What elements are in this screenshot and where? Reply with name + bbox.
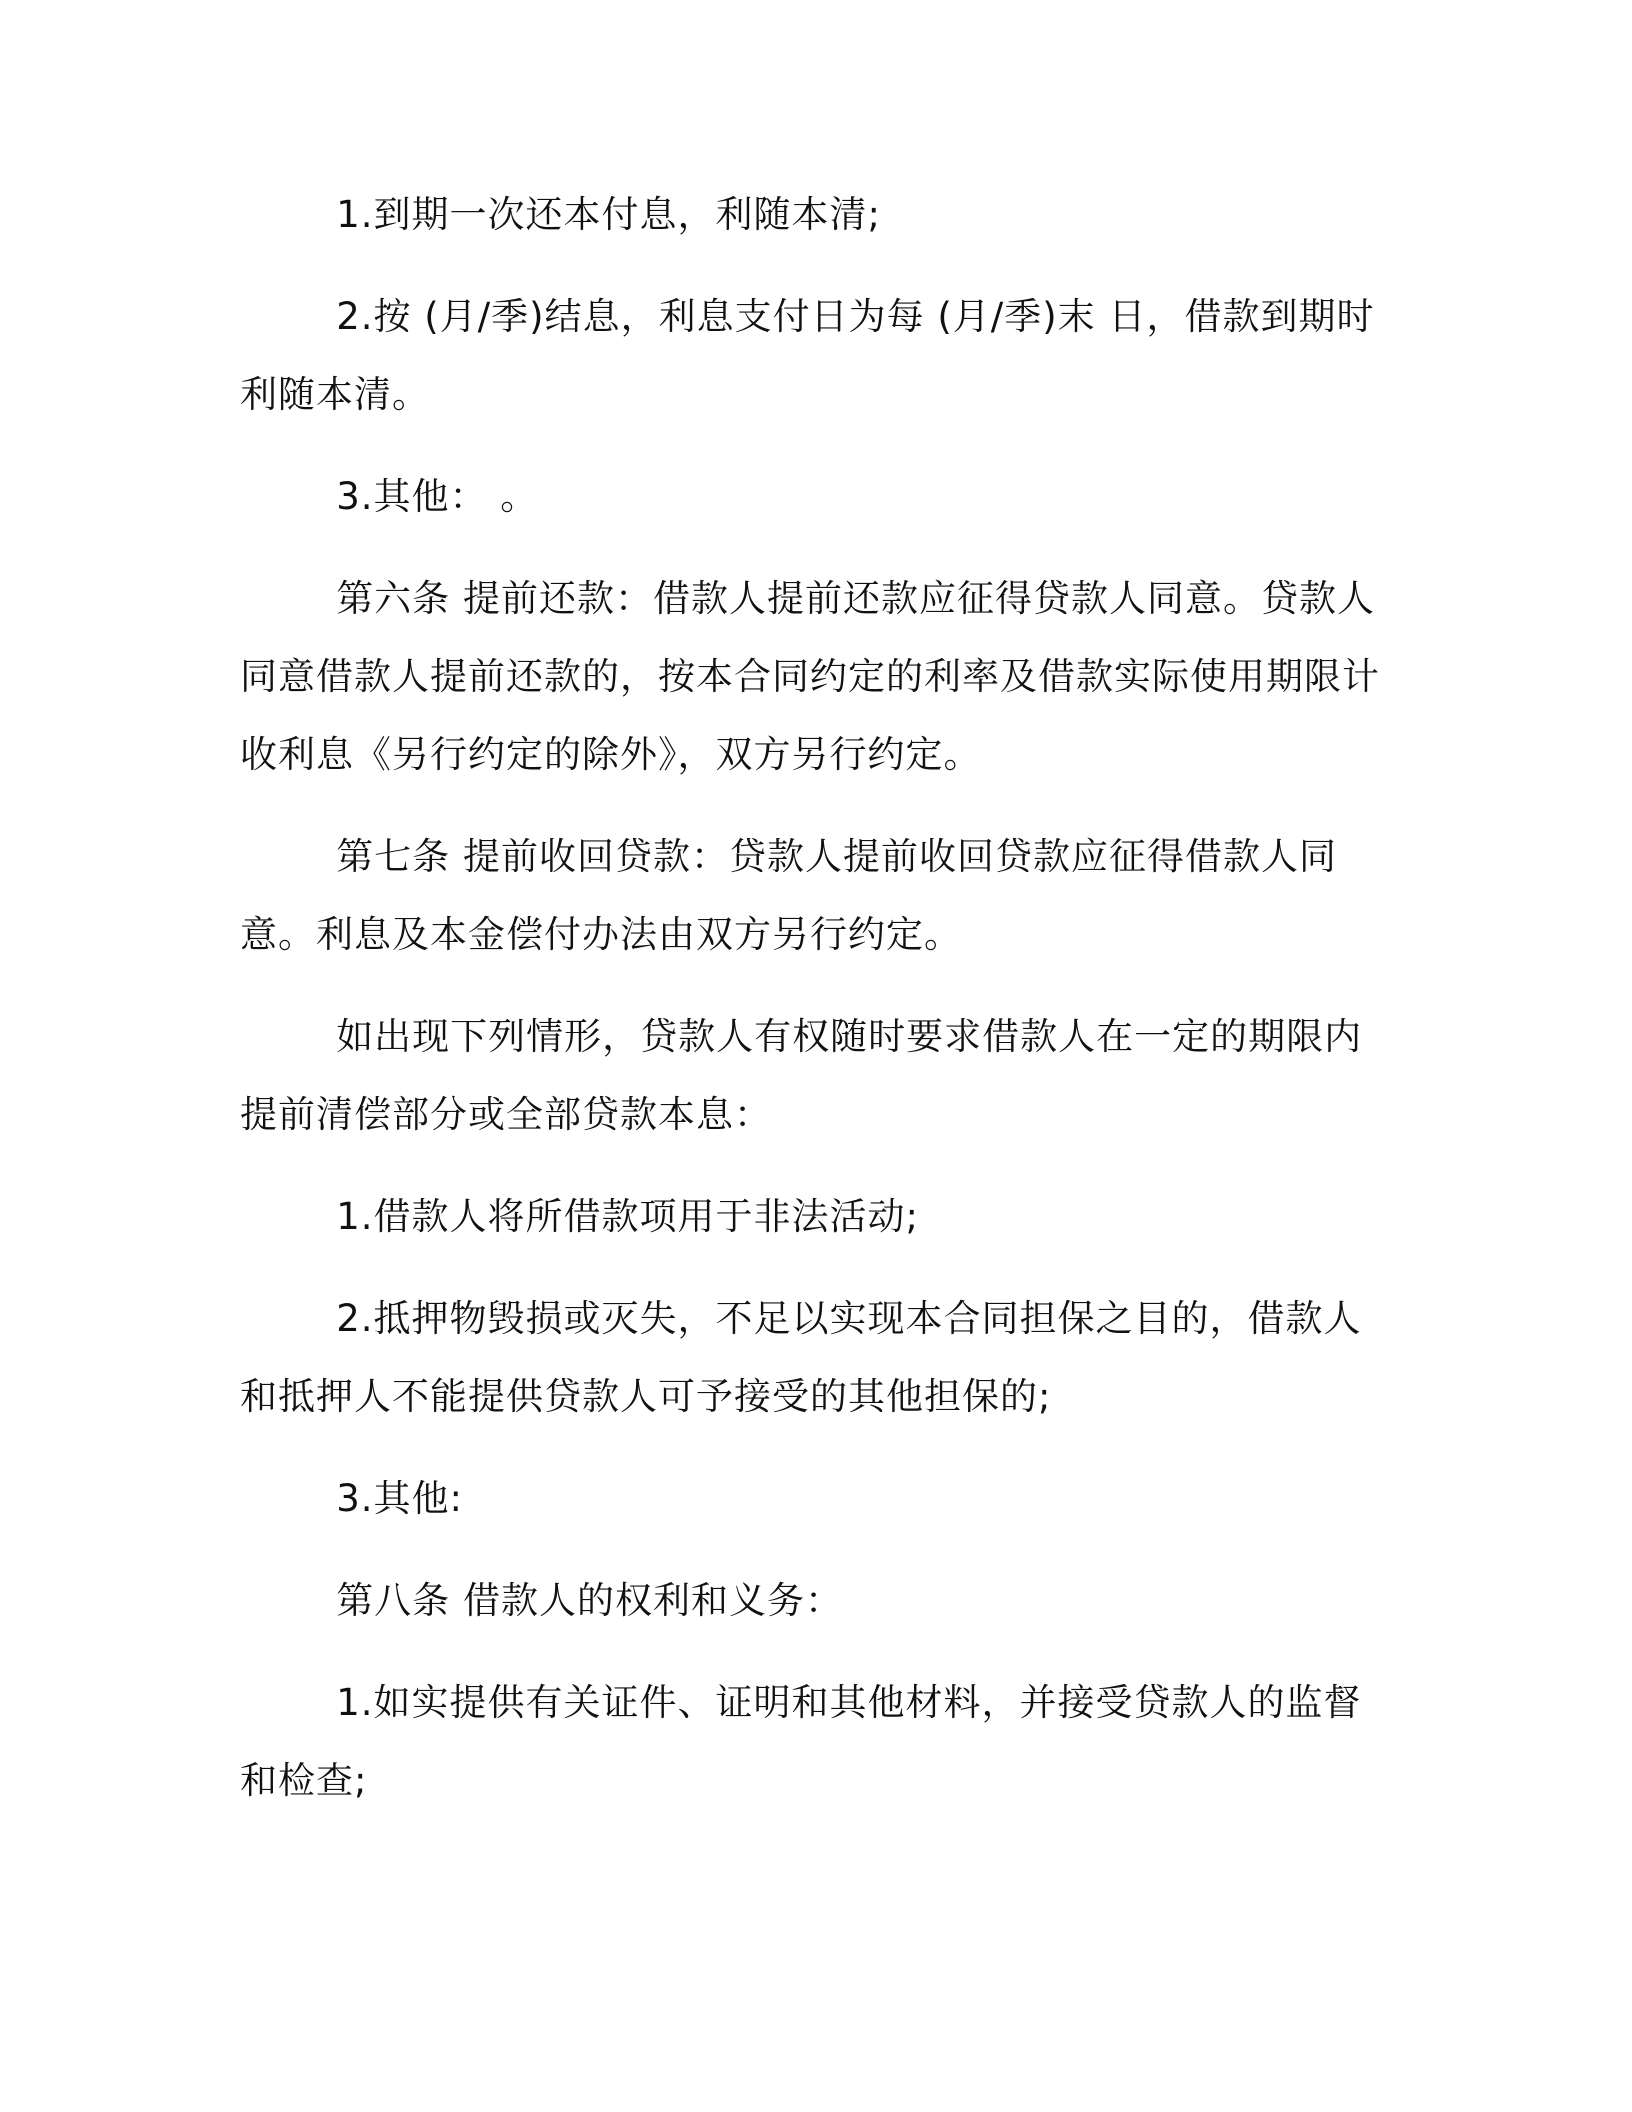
paragraph-repayment-option-3: 3.其他： 。 — [336, 475, 539, 518]
paragraph-condition-3: 3.其他: — [336, 1477, 463, 1520]
paragraph-condition-1: 1.借款人将所借款项用于非法活动; — [336, 1195, 919, 1238]
paragraph-repayment-option-1: 1.到期一次还本付息，利随本清; — [336, 193, 881, 236]
paragraph-article-6: 第六条 提前还款：借款人提前还款应征得贷款人同意。贷款人同意借款人提前还款的，按本合同约定的利率及借款实际使用期限计收利息《另行约定的除外》，双方另行约定。 — [240, 577, 1380, 776]
paragraph-repayment-option-2: 2.按 (月/季)结息，利息支付日为每 (月/季)末 日，借款到期时利随本清。 — [240, 295, 1375, 416]
paragraph-early-recall-conditions: 如出现下列情形，贷款人有权随时要求借款人在一定的期限内提前清偿部分或全部贷款本息： — [240, 1015, 1363, 1136]
paragraph-borrower-duty-1: 1.如实提供有关证件、证明和其他材料，并接受贷款人的监督和检查; — [240, 1681, 1362, 1802]
paragraph-article-8: 第八条 借款人的权利和义务： — [336, 1579, 843, 1622]
paragraph-article-7: 第七条 提前收回贷款：贷款人提前收回贷款应征得借款人同意。利息及本金偿付办法由双方另行约定。 — [240, 835, 1337, 956]
document-body — [240, 176, 1385, 1844]
paragraph-condition-2: 2.抵押物毁损或灭失，不足以实现本合同担保之目的，借款人和抵押人不能提供贷款人可予接受的其他担保的; — [240, 1297, 1362, 1418]
